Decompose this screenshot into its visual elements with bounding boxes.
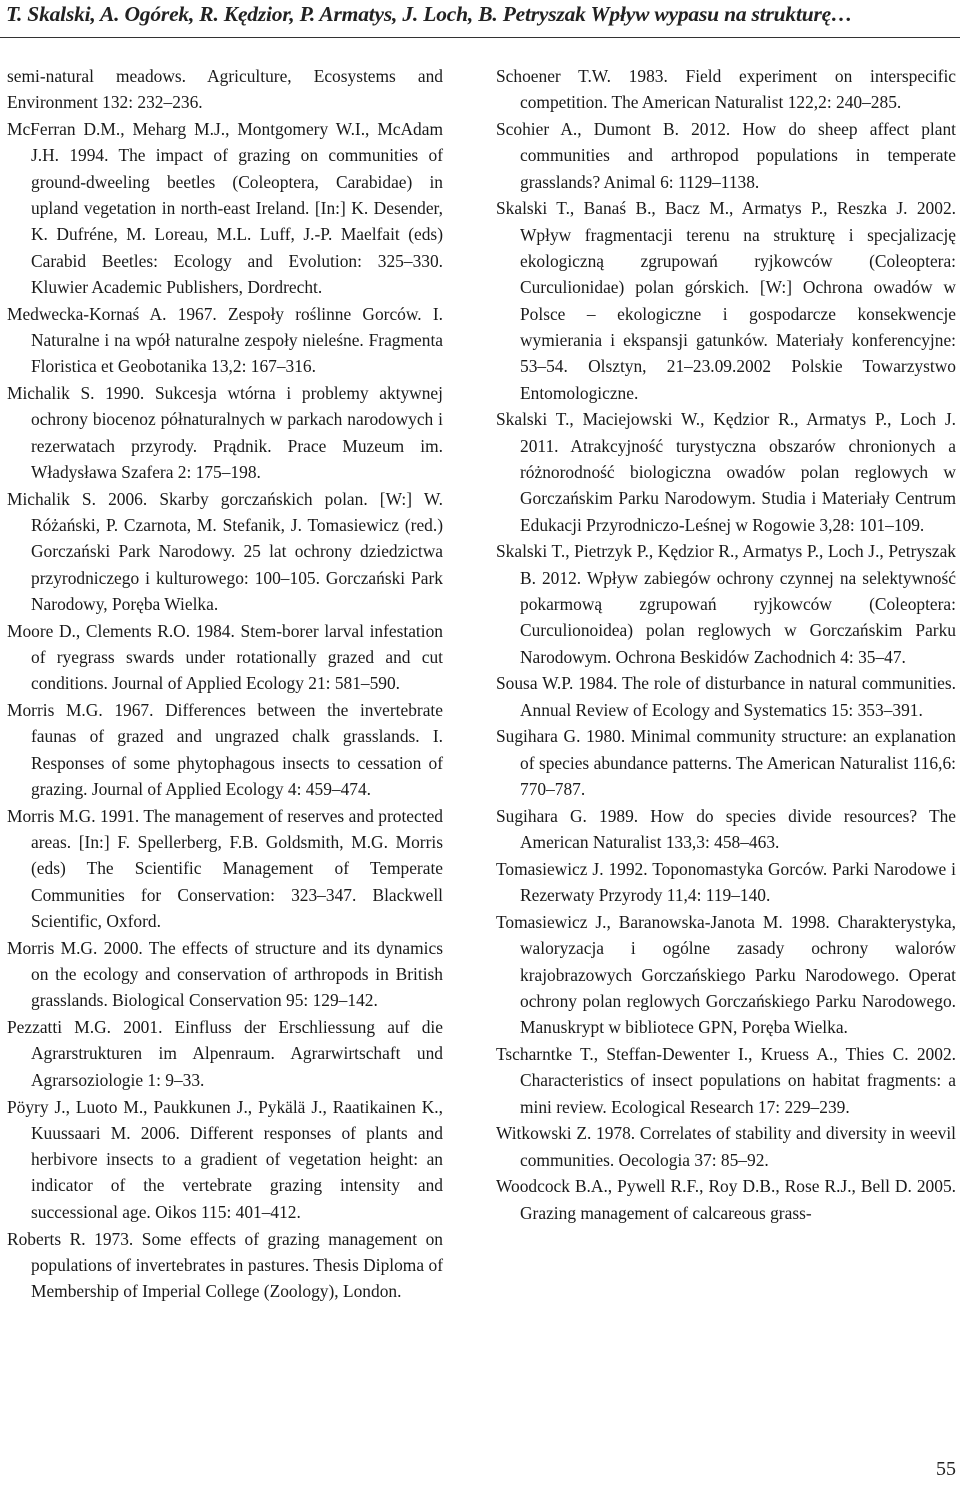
references-column-left	[7, 63, 443, 1305]
reference-entry: Roberts R. 1973. Some effects of grazing management on populations of invertebrates in pastures. Thesis Diploma of Membership of Imperial College (Zoology), London.	[7, 1228, 443, 1302]
reference-entry: semi-natural meadows. Agriculture, Ecosystems and Environment 132: 232–236.	[7, 66, 443, 113]
page-number: 55	[936, 1458, 956, 1480]
reference-entry: Skalski T., Banaś B., Bacz M., Armatys P., Reszka J. 2002. Wpływ fragmentacji terenu na strukturę i specjalizację ekologiczną zgrupowań ryjkowców (Coleoptera: Curculionidae) polan górskich. [W:] Ochrona owadów w Polsce – ekologiczne i gospodarcze konsekwencje wymierania i ekspansji gatunków. Materiały konferencyjne: 53–54. Olsztyn, 21–23.09.2002 Polskie Towarzystwo Entomologiczne.	[496, 198, 956, 403]
reference-entry: Skalski T., Pietrzyk P., Kędzior R., Armatys P., Loch J., Petryszak B. 2012. Wpływ zabiegów ochrony czynnej na selektywność pokarmową zgrupowań ryjkowców (Coleoptera: Curculionoidea) polan reglowych w Gorczańskim Parku Narodowym. Ochrona Beskidów Zachodnich 4: 35–47.	[496, 541, 956, 667]
reference-entry: Tscharntke T., Steffan-Dewenter I., Kruess A., Thies C. 2002. Characteristics of insect populations on habitat fragments: a mini review. Ecological Research 17: 229–239.	[496, 1043, 956, 1117]
reference-entry: Morris M.G. 2000. The effects of structure and its dynamics on the ecology and conservation of arthropods in British grasslands. Biological Conservation 95: 129–142.	[7, 937, 443, 1011]
reference-entry: Witkowski Z. 1978. Correlates of stability and diversity in weevil communities. Oecologia 37: 85–92.	[496, 1123, 956, 1170]
references-column-right	[496, 63, 956, 1227]
header-rule	[0, 37, 960, 38]
running-header: T. Skalski, A. Ogórek, R. Kędzior, P. Armatys, J. Loch, B. Petryszak Wpływ wypasu na strukturę…	[6, 2, 853, 26]
reference-entry: Moore D., Clements R.O. 1984. Stem-borer larval infestation of ryegrass swards under rotationally grazed and cut conditions. Journal of Applied Ecology 21: 581–590.	[7, 620, 443, 694]
reference-entry: Michalik S. 2006. Skarby gorczańskich polan. [W:] W. Różański, P. Czarnota, M. Stefanik, J. Tomasiewicz (red.) Gorczański Park Narodowy. 25 lat ochrony dziedzictwa przyrodniczego i kulturowego: 100–105. Gorczański Park Narodowy, Poręba Wielka.	[7, 488, 443, 614]
reference-entry: Medwecka-Kornaś A. 1967. Zespoły roślinne Gorców. I. Naturalne i na wpół naturalne zespoły nieleśne. Fragmenta Floristica et Geobotanika 13,2: 167–316.	[7, 303, 443, 377]
reference-entry: Tomasiewicz J. 1992. Toponomastyka Gorców. Parki Narodowe i Rezerwaty Przyrody 11,4: 119–140.	[496, 858, 956, 906]
reference-entry: Sousa W.P. 1984. The role of disturbance in natural communities. Annual Review of Ecology and Systematics 15: 353–391.	[496, 673, 956, 720]
reference-entry: Pezzatti M.G. 2001. Einfluss der Erschliessung auf die Agrarstrukturen im Alpenraum. Agrarwirtschaft und Agrarsoziologie 1: 9–33.	[7, 1017, 443, 1090]
reference-entry: Morris M.G. 1967. Differences between the invertebrate faunas of grazed and ungrazed chalk grasslands. I. Responses of some phytophagous insects to cessation of grazing. Journal of Applied Ecology 4: 459–474.	[7, 700, 443, 800]
reference-entry: Scohier A., Dumont B. 2012. How do sheep affect plant communities and arthropod populations in temperate grasslands? Animal 6: 1129–1138.	[496, 119, 956, 192]
reference-entry: Woodcock B.A., Pywell R.F., Roy D.B., Rose R.J., Bell D. 2005. Grazing management of calcareous grass-	[496, 1176, 956, 1223]
reference-entry: Michalik S. 1990. Sukcesja wtórna i problemy aktywnej ochrony biocenoz półnaturalnych w parkach narodowych i rezerwatach przyrody. Prądnik. Prace Muzeum im. Władysława Szafera 2: 175–198.	[7, 383, 443, 482]
reference-entry: Pöyry J., Luoto M., Paukkunen J., Pykälä J., Raatikainen K., Kuussaari M. 2006. Different responses of plants and herbivore insects to a gradient of vegetation height: an indicator of the vertebrate grazing intensity and successional age. Oikos 115: 401–412.	[7, 1096, 443, 1222]
reference-entry: Tomasiewicz J., Baranowska-Janota M. 1998. Charakterystyka, waloryzacja i ogólne zasady ochrony walorów krajobrazowych Gorczańskiego Parku Narodowego. Operat ochrony polan reglowych Gorczańskiego Parku Narodowego. Manuskrypt w bibliotece GPN, Poręba Wielka.	[496, 912, 956, 1038]
reference-entry: Sugihara G. 1989. How do species divide resources? The American Naturalist 133,3: 458–463.	[496, 805, 956, 853]
reference-entry: Morris M.G. 1991. The management of reserves and protected areas. [In:] F. Spellerberg, F.B. Goldsmith, M.G. Morris (eds) The Scientific Management of Temperate Communities for Conservation: 323–347. Blackwell Scientific, Oxford.	[7, 805, 443, 931]
reference-entry: McFerran D.M., Meharg M.J., Montgomery W.I., McAdam J.H. 1994. The impact of grazing on communities of ground-dweeling beetles (Coleoptera, Carabidae) in upland vegetation in north-east Ireland. [In:] K. Desender, K. Dufréne, M. Loreau, M.L. Luff, J.-P. Maelfait (eds) Carabid Beetles: Ecology and Evolution: 325–330. Kluwier Academic Publishers, Dordrecht.	[7, 119, 443, 297]
reference-entry: Sugihara G. 1980. Minimal community structure: an explanation of species abundance patterns. The American Naturalist 116,6: 770–787.	[496, 726, 956, 800]
reference-entry: Schoener T.W. 1983. Field experiment on interspecific competition. The American Naturalist 122,2: 240–285.	[496, 66, 956, 113]
reference-entry: Skalski T., Maciejowski W., Kędzior R., Armatys P., Loch J. 2011. Atrakcyjność turystyczna obszarów chronionych a różnorodność biologiczna owadów polan reglowych w Gorczańskim Parku Narodowym. Studia i Materiały Centrum Edukacji Przyrodniczo-Leśnej w Rogowie 3,28: 101–109.	[496, 409, 956, 535]
